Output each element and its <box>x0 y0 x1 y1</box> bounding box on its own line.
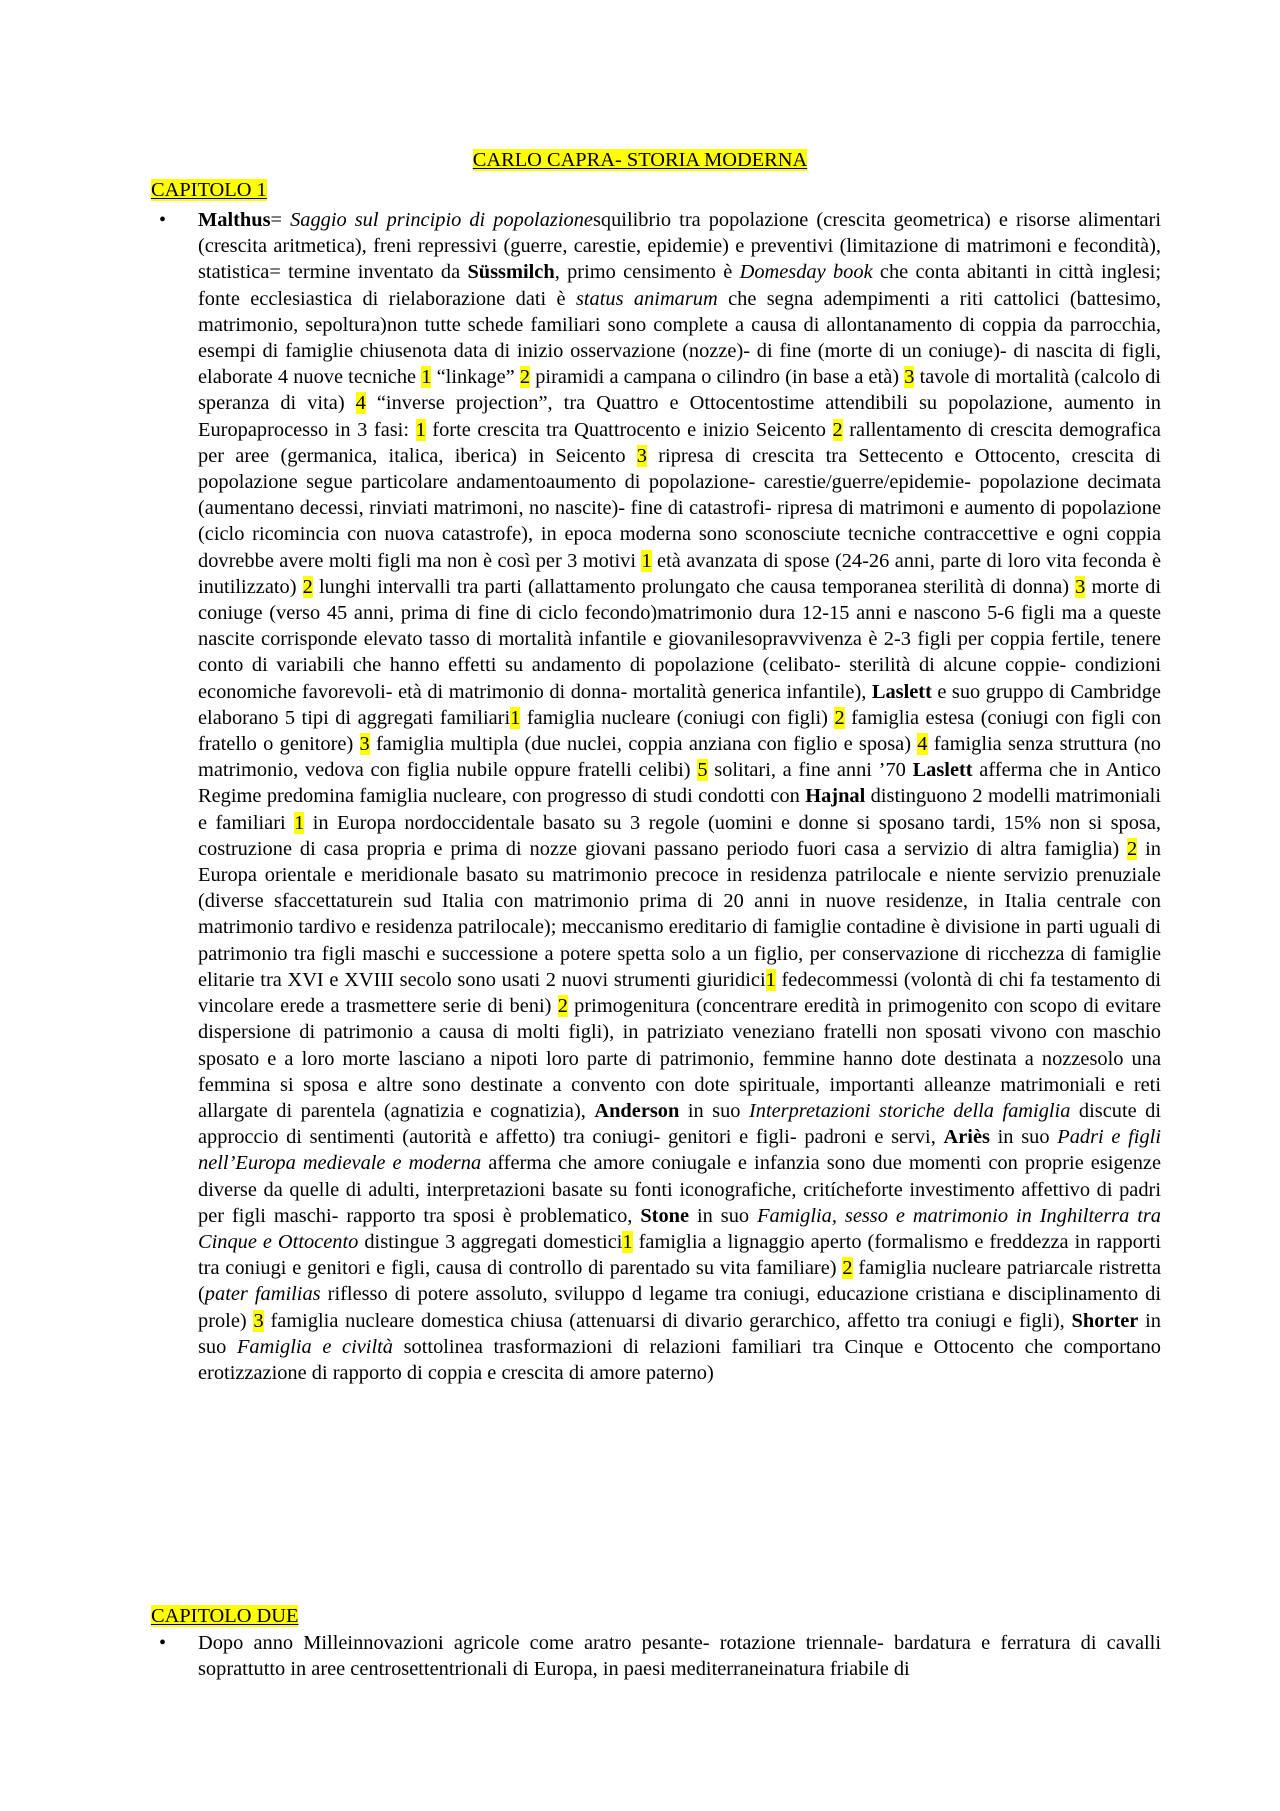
text-run: solitari, a fine anni ’70 <box>707 759 913 782</box>
text-run: fedecommessi (volontà di chi fa testamento di vincolare erede a trasmettere serie di beni) <box>198 968 1161 1018</box>
bullet-icon: • <box>159 209 167 231</box>
text-run: sottolinea trasformazioni di relazioni familiari tra Cinque e Ottocento che comportano erotizzazione di rapporto di coppia e crescita di amore paterno) <box>198 1335 1161 1384</box>
text-run: in suo <box>679 1099 749 1122</box>
text-run: distingue 3 aggregati domestici <box>358 1230 623 1253</box>
highlighted-number: 3 <box>904 366 915 389</box>
highlighted-number: 4 <box>355 392 366 415</box>
text-run: ripresa di crescita tra Settecento e Ottocento, crescita di popolazione segue particolare andamentoaumento di popolazione- carestie/guerre/epidemie- popolazione decimata (aumentano decessi, rinviati matrimoni, no nascite)- fine di catastrofi- ripresa di matrimoni e aumento di popolazione (ciclo ricomincia con nuova catastrofe), in epoca moderna sono sconosciute tecniche contraccettive e ogni coppia dovrebbe avere molti figli ma non è così per 3 motivi <box>198 444 1161 572</box>
text-run: in Europa orientale e meridionale basato su matrimonio precoce in residenza patrilocale e niente servizio prenuziale (diverse sfaccettaturein sud Italia con matrimonio prima di 20 anni in nuove residenze, in Italia centrale con matrimonio tardivo e residenza patrilocale); meccanismo ereditario di famiglie contadine è divisione in parti uguali di patrimonio tra figli maschi e successione a potere spetta solo a un figlio, per conservazione di ricchezza di famiglie elitarie tra XVI e XVIII secolo sono usati 2 nuovi strumenti giuridici <box>198 837 1161 991</box>
text-run: in suo <box>198 1309 1161 1358</box>
highlighted-number: 1 <box>510 706 521 729</box>
bullet-text-2 <box>198 1630 1161 1682</box>
chapter-heading-2 <box>151 1603 298 1629</box>
text-run: lunghi intervalli tra parti (allattamento prolungato che causa temporanea sterilità di donna) <box>312 575 1076 598</box>
highlighted-number: 2 <box>557 995 568 1018</box>
text-run: in suo <box>689 1204 758 1227</box>
text-run: = <box>270 209 291 231</box>
bold-term: Süssmilch <box>467 261 555 284</box>
text-run: “linkage” <box>431 366 520 389</box>
italic-title: Padri e figli nell’Europa medievale e moderna <box>198 1126 1161 1175</box>
text-run: primogenitura (concentrare eredità in primogenito con scopo di evitare dispersione di patrimonio a causa di molti figli), in patriziato veneziano fratelli non sposati vivono con maschio sposato e a loro morte lasciano a nipoti loro parte di patrimonio, femmine hanno dote destinata a nozzesolo una femmina si sposa e altre sono destinate a convento con dote spirituale, importanti alleanze matrimoniali e reti allargate di parentela (agnatizia e cognatizia), <box>198 995 1161 1122</box>
bold-term: Malthus <box>198 209 271 231</box>
text-run: tavole di mortalità (calcolo di speranza di vita) <box>198 366 1161 415</box>
text-run: squilibrio tra popolazione (crescita geometrica) e risorse alimentari (crescita aritmetica), freni repressivi (guerre, carestie, epidemie) e preventivi (limitazione di matrimoni e fecondità), statistica= termine inventato da <box>198 209 1161 284</box>
highlighted-number: 1 <box>765 968 776 991</box>
highlighted-number: 2 <box>302 575 313 598</box>
text-run: riflesso di potere assoluto, sviluppo d legame tra coniugi, educazione cristiana e disciplinamento di prole) <box>198 1283 1162 1332</box>
highlighted-number: 1 <box>294 811 305 834</box>
text-run: forte crescita tra Quattrocento e inizio Seicento <box>425 418 833 441</box>
highlighted-number: 3 <box>636 444 647 467</box>
text-run: età avanzata di spose (24-26 anni, parte di loro vita feconda è inutilizzato) <box>198 549 1161 598</box>
document-title-text: CARLO CAPRA- STORIA MODERNA <box>472 149 808 171</box>
highlighted-number: 2 <box>519 366 531 389</box>
bullet-icon: • <box>159 1632 167 1654</box>
text-run: famiglia senza struttura (no matrimonio, vedova con figlia nubile oppure fratelli celibi) <box>198 733 1161 782</box>
text-run: in Europa nordoccidentale basato su 3 regole (uomini e donne si sposano tardi, 15% non si sposa, costruzione di casa propria e prima di nozze giovani passano periodo fuori casa a servizio di altra famiglia) <box>198 811 1161 860</box>
highlighted-number: 3 <box>1075 575 1086 598</box>
bold-term: Stone <box>640 1204 690 1227</box>
highlighted-number: 4 <box>917 733 928 756</box>
highlighted-number: 1 <box>641 549 652 572</box>
text-run: famiglia a lignaggio aperto (formalismo e freddezza in rapporti tra coniugi e genitori e figli, causa di controllo di parentado su vita familiare) <box>198 1230 1161 1280</box>
highlighted-number: 3 <box>359 733 370 756</box>
highlighted-number: 5 <box>697 759 708 782</box>
text-run: morte di coniuge (verso 45 anni, prima di fine di ciclo fecondo)matrimonio dura 12-15 anni e nascono 5-6 figli ma a queste nascite corrisponde elevato tasso di mortalità infantile e giovanilesopravvivenza è 2-3 figli per coppia fertile, tenere conto di variabili che hanno effetti su andamento di popolazione (celibato- sterilità di alcune coppie- condizioni economiche favorevoli- età di matrimonio di donna- mortalità generica infantile), <box>198 575 1161 703</box>
highlighted-number: 2 <box>832 418 843 441</box>
chapter-1-paragraph <box>198 207 1161 1386</box>
highlighted-number: 2 <box>842 1257 853 1280</box>
italic-title: Saggio sul principio di popolazione <box>290 209 593 231</box>
text-run: che segna adempimenti a riti cattolici (battesimo, matrimonio, sepoltura)non tutte schede familiari sono complete a causa di allontanamento di coppia da parrocchia, esempi di famiglie chiusenota data di inizio osservazione (nozze)- di fine (morte di un coniuge)- di nascita di figli, elaborate 4 nuove tecniche <box>198 287 1161 389</box>
chapter-heading-1-text: CAPITOLO 1 <box>151 179 267 201</box>
text-run: rallentamento di crescita demografica per aree (germanica, italica, iberica) in Seicento <box>198 418 1161 467</box>
text-run: famiglia multipla (due nuclei, coppia anziana con figlio e sposa) <box>369 733 918 756</box>
document-title <box>0 147 1280 173</box>
chapter-heading-1 <box>151 177 267 203</box>
text-run: afferma che amore coniugale e infanzia sono due momenti con proprie esigenze diverse da quelle di adulti, interpretazioni basate su fonti iconografiche, critícheforte investimento affettivo di padri per figli maschi- rapporto tra sposi è problematico, <box>198 1152 1162 1227</box>
bold-term: Laslett <box>871 680 932 703</box>
italic-title: Famiglia e civiltà <box>236 1335 393 1358</box>
text-run: discute di approccio di sentimenti (autorità e affetto) tra coniugi- genitori e figli- padroni e servi, <box>198 1099 1161 1149</box>
text-run: che conta abitanti in città inglesi; fonte ecclesiastica di rielaborazione dati è <box>198 261 1162 310</box>
chapter-heading-2-text: CAPITOLO DUE <box>151 1605 299 1627</box>
text-run: “inverse projection”, tra Quattro e Ottocentostime attendibili su popolazione, aumento in Europaprocesso in 3 fasi: <box>198 392 1161 441</box>
text-run: , primo censimento è <box>554 261 740 284</box>
highlighted-number: 2 <box>1127 837 1138 860</box>
text-run: e suo gruppo di Cambridge elaborano 5 tipi di aggregati familiari <box>198 680 1161 729</box>
italic-title: pater familias <box>204 1283 321 1306</box>
text-run: famiglia nucleare patriarcale ristretta ( <box>198 1257 1161 1306</box>
chapter-2-paragraph <box>198 1630 1161 1682</box>
highlighted-number: 1 <box>415 418 426 441</box>
italic-title: status animarum <box>575 287 718 310</box>
bold-term: Shorter <box>1071 1309 1139 1332</box>
bullet-text-1 <box>198 207 1161 1386</box>
bold-term: Laslett <box>912 759 973 782</box>
text-run: famiglia nucleare domestica chiusa (attenuarsi di divario gerarchico, affetto tra coniugi e figli), <box>263 1309 1072 1332</box>
highlighted-number: 3 <box>253 1309 264 1332</box>
bold-term: Hajnal <box>805 785 866 808</box>
italic-title: Interpretazioni storiche della famiglia <box>748 1099 1071 1122</box>
text-run: distinguono 2 modelli matrimoniali e familiari <box>198 785 1161 834</box>
highlighted-number: 2 <box>834 706 845 729</box>
italic-title: Domesday book <box>739 261 873 284</box>
text-run: Dopo anno Milleinnovazioni agricole come aratro pesante- rotazione triennale- bardatura e ferratura di cavalli soprattutto in aree centrosettentrionali di Europa, in paesi mediterraneinatura friabile di <box>198 1632 1161 1681</box>
highlighted-number: 1 <box>421 366 432 389</box>
highlighted-number: 1 <box>622 1230 633 1253</box>
text-run: in suo <box>989 1126 1058 1149</box>
text-run: afferma che in Antico Regime predomina famiglia nucleare, con progresso di studi condotti con <box>198 759 1161 808</box>
bold-term: Ariès <box>943 1126 990 1149</box>
italic-title: Famiglia, sesso e matrimonio in Inghilterra tra Cinque e Ottocento <box>198 1204 1161 1253</box>
text-run: famiglia estesa (coniugi con figli con fratello o genitore) <box>198 706 1162 756</box>
text-run: famiglia nucleare (coniugi con figli) <box>520 706 835 729</box>
text-run: piramidi a campana o cilindro (in base a età) <box>530 366 905 389</box>
bold-term: Anderson <box>594 1099 680 1122</box>
